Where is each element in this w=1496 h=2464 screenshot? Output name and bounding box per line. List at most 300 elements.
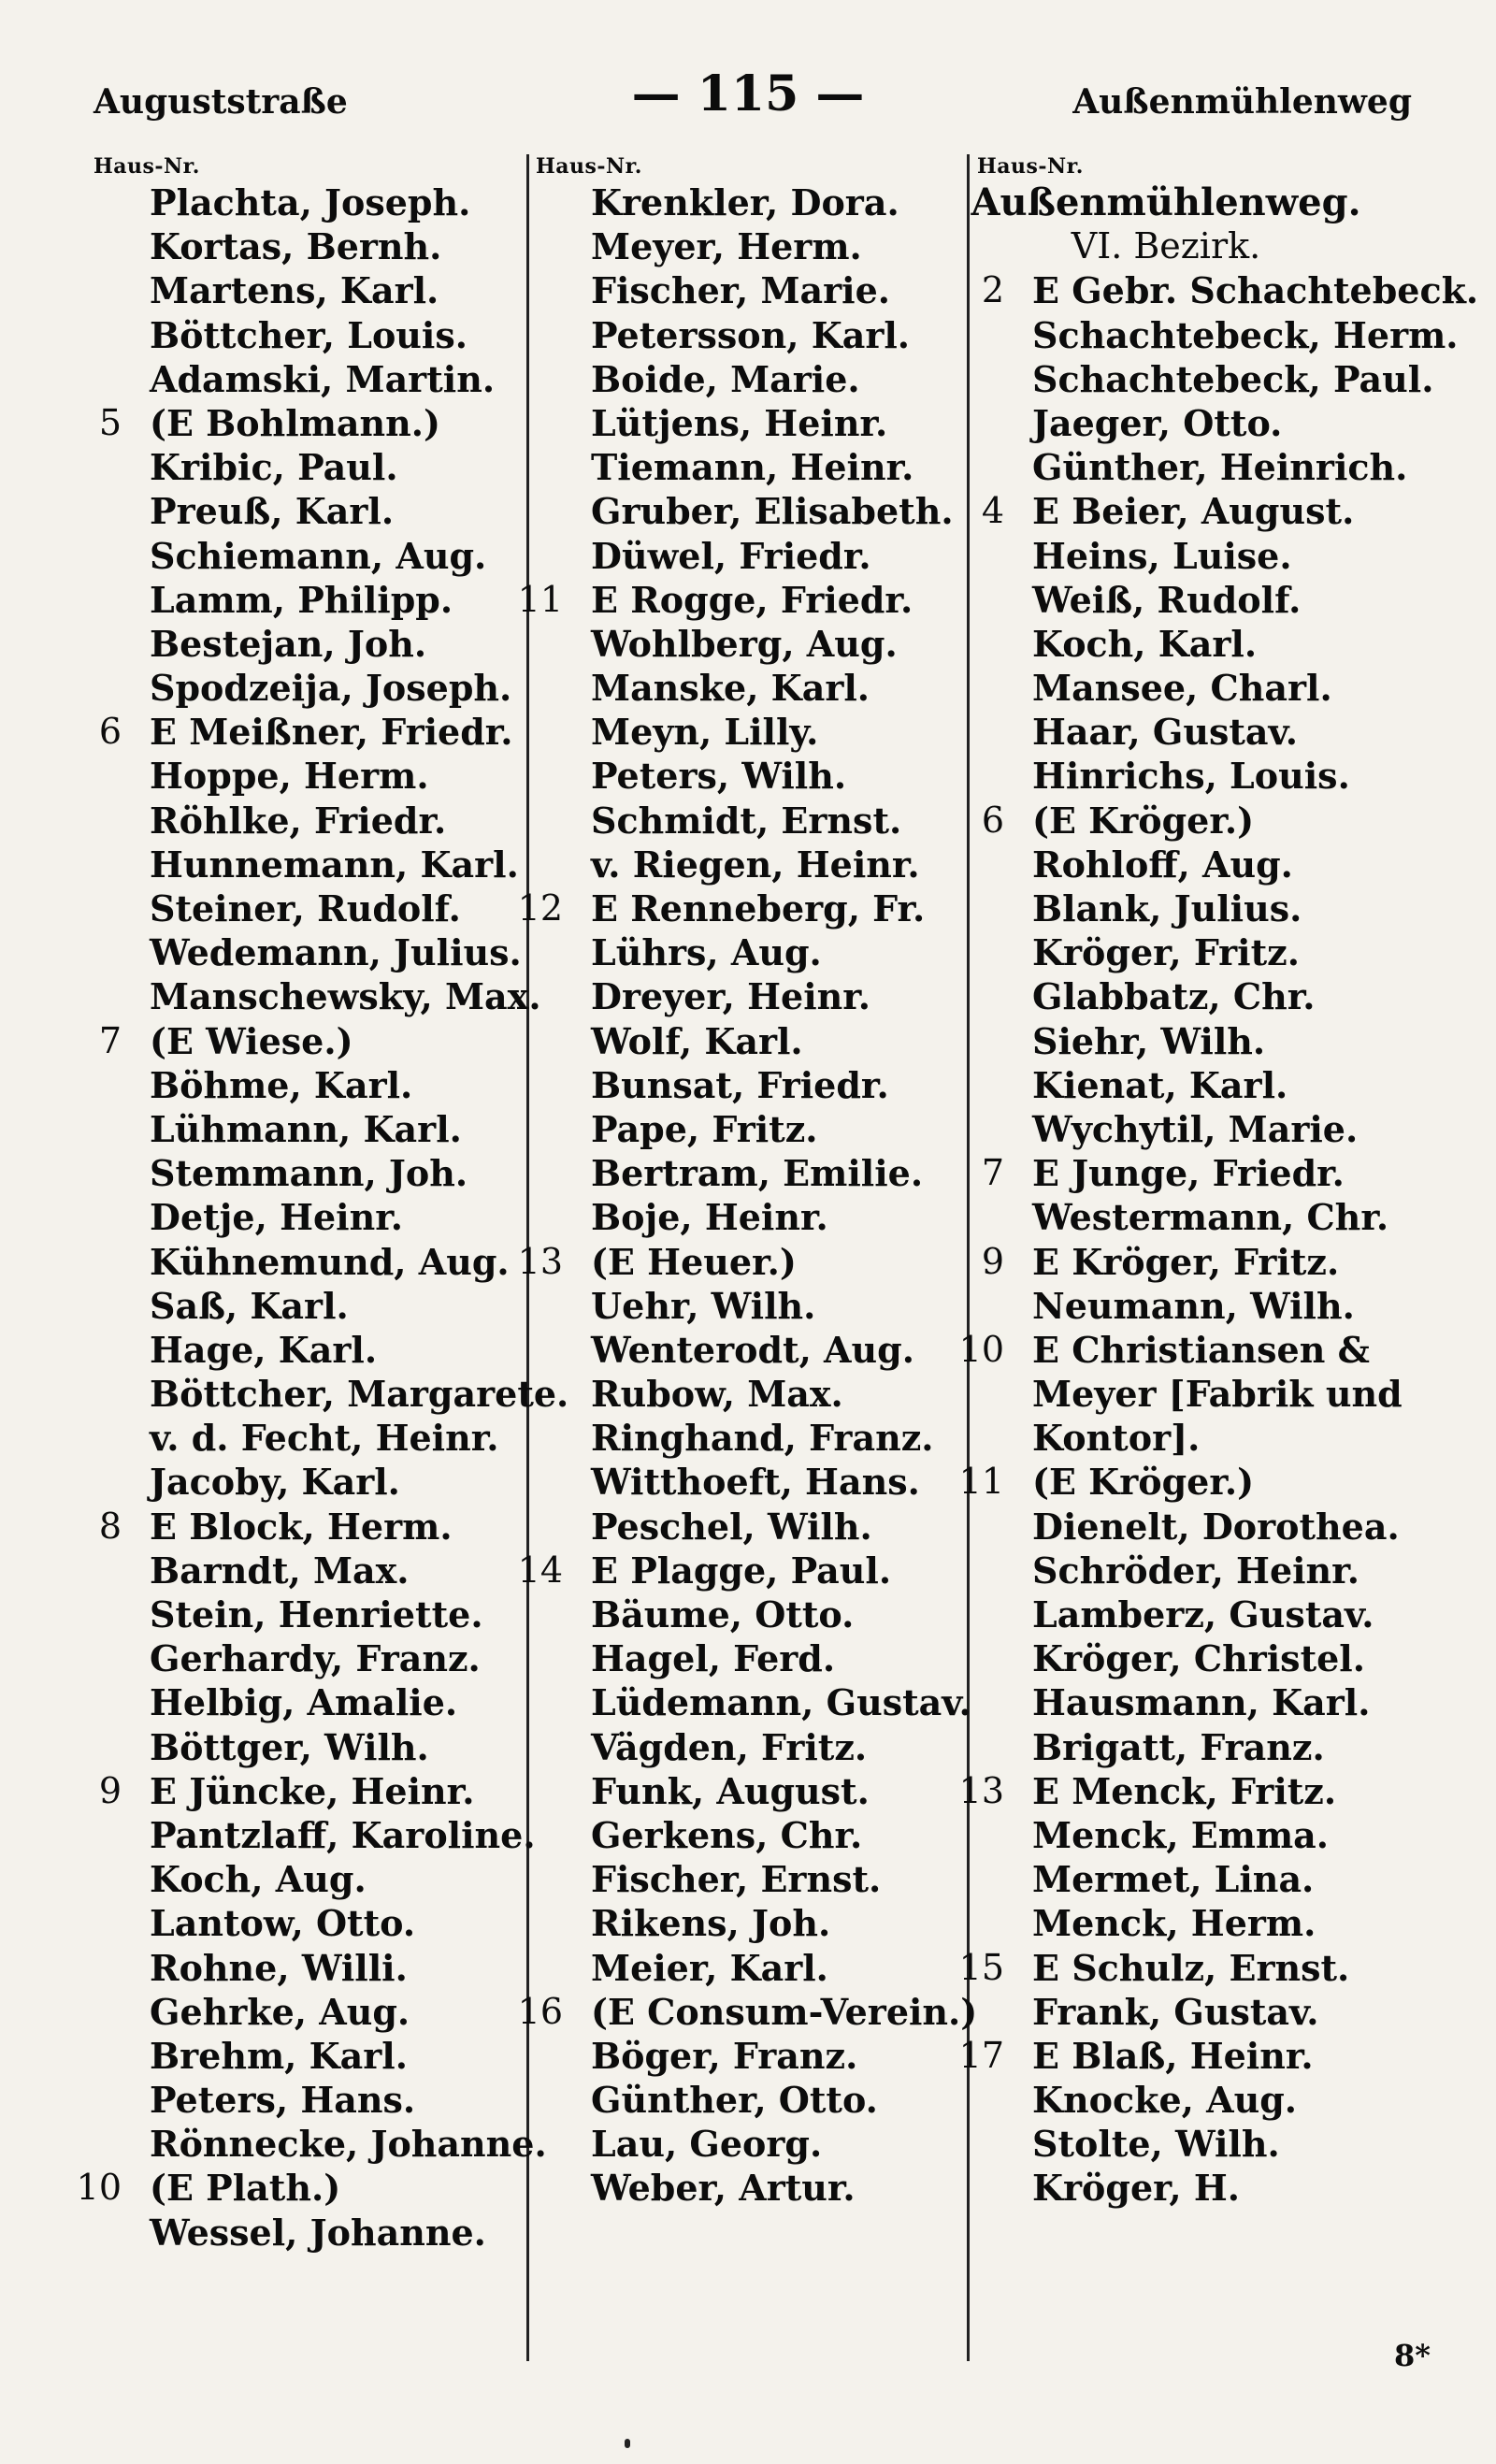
resident-name: Martens, Karl. <box>150 269 439 312</box>
directory-entry <box>946 578 1386 622</box>
resident-name: Spodzeija, Joseph. <box>150 667 512 710</box>
resident-name: Dreyer, Heinr. <box>591 975 871 1018</box>
column-2 <box>505 180 978 2211</box>
directory-entry <box>946 1636 1386 1680</box>
directory-entry <box>505 1592 944 1636</box>
resident-name: Tiemann, Heinr. <box>591 446 914 489</box>
directory-entry <box>64 666 512 710</box>
resident-name: E Block, Herm. <box>150 1505 453 1548</box>
resident-name: Peters, Hans. <box>150 2079 416 2122</box>
directory-entry <box>64 2166 503 2210</box>
directory-entry <box>946 1990 1386 2034</box>
resident-name: Röhlke, Friedr. <box>150 799 447 842</box>
header-left-street: Auguststraße <box>94 82 348 122</box>
house-number: 9 <box>98 1769 122 1811</box>
resident-name: Glabbatz, Chr. <box>1032 975 1316 1018</box>
directory-entry <box>64 534 503 578</box>
house-number: 4 <box>981 490 1004 532</box>
directory-entry <box>64 489 503 533</box>
directory-entry <box>505 1990 978 2034</box>
resident-name: Menck, Herm. <box>1032 1902 1316 1945</box>
directory-entry <box>946 1416 1386 1460</box>
directory-entry <box>64 1151 503 1195</box>
directory-entry <box>64 843 519 886</box>
resident-name: Außenmühlenweg. <box>971 180 1361 224</box>
house-number: 15 <box>958 1946 1004 1988</box>
directory-entry <box>505 974 944 1018</box>
directory-entry <box>946 1946 1386 1990</box>
directory-entry <box>64 1592 503 1636</box>
directory-entry <box>505 1151 944 1195</box>
resident-name: Brigatt, Franz. <box>1032 1725 1325 1768</box>
resident-name: Witthoeft, Hans. <box>591 1461 920 1504</box>
resident-name: E Menck, Fritz. <box>1032 1769 1337 1812</box>
directory-entry <box>505 1813 944 1857</box>
directory-entry <box>505 1680 971 1724</box>
directory-entry <box>946 622 1386 666</box>
directory-entry <box>64 1063 503 1107</box>
directory-entry <box>946 974 1386 1018</box>
directory-entry <box>64 1725 503 1769</box>
resident-name: Rikens, Joh. <box>591 1902 831 1945</box>
house-number: 12 <box>517 887 563 929</box>
directory-entry <box>64 622 503 666</box>
directory-entry <box>505 930 944 974</box>
directory-entry <box>946 1725 1386 1769</box>
directory-entry <box>946 1813 1386 1857</box>
directory-entry <box>946 1240 1386 1284</box>
directory-entry <box>505 1636 944 1680</box>
directory-entry <box>505 180 944 224</box>
resident-name: Bunsat, Friedr. <box>591 1063 889 1106</box>
resident-name: Lühmann, Karl. <box>150 1107 462 1150</box>
house-number: 7 <box>981 1152 1004 1194</box>
print-speck <box>625 2439 630 2448</box>
directory-entry <box>505 1284 944 1328</box>
directory-entry <box>946 357 1434 401</box>
directory-entry <box>64 268 503 312</box>
directory-entry <box>946 1107 1386 1151</box>
resident-name: Meyer [Fabrik und <box>1032 1373 1402 1416</box>
resident-name: E Jüncke, Heinr. <box>150 1769 475 1812</box>
resident-name: Koch, Karl. <box>1032 622 1258 665</box>
resident-name: E Renneberg, Fr. <box>591 887 926 929</box>
house-number: 10 <box>958 1328 1004 1370</box>
directory-entry <box>505 1107 944 1151</box>
directory-entry <box>64 1328 503 1372</box>
resident-name: Rohloff, Aug. <box>1032 843 1293 886</box>
directory-entry <box>64 1416 503 1460</box>
directory-entry <box>64 2034 503 2078</box>
resident-name: Hage, Karl. <box>150 1328 378 1371</box>
directory-entry <box>64 357 503 401</box>
column-label-1: Haus-Nr. <box>94 154 200 179</box>
resident-name: Krenkler, Dora. <box>591 181 899 223</box>
resident-name: Manschewsky, Max. <box>150 975 541 1018</box>
directory-entry <box>505 886 944 930</box>
resident-name: E Beier, August. <box>1032 490 1355 533</box>
resident-name: (E Wiese.) <box>150 1019 353 1062</box>
directory-entry <box>64 1680 503 1724</box>
house-number: 13 <box>958 1769 1004 1811</box>
resident-name: E Meißner, Friedr. <box>150 711 513 754</box>
column-label-3: Haus-Nr. <box>977 154 1084 179</box>
resident-name: Böttcher, Margarete. <box>150 1373 569 1416</box>
directory-entry <box>64 1549 503 1592</box>
resident-name: Lau, Georg. <box>591 2123 823 2166</box>
resident-name: Pantzlaff, Karoline. <box>150 1813 536 1856</box>
house-number: 6 <box>98 711 122 753</box>
directory-entry <box>64 1460 503 1504</box>
directory-entry <box>505 1328 944 1372</box>
resident-name: Böttger, Wilh. <box>150 1725 429 1768</box>
house-number: 11 <box>958 1461 1004 1503</box>
resident-name: E Junge, Friedr. <box>1032 1152 1345 1195</box>
resident-name: Schmidt, Ernst. <box>591 799 902 842</box>
resident-name: Boide, Marie. <box>591 357 860 400</box>
directory-entry <box>505 1901 944 1945</box>
house-number: 16 <box>517 1990 563 2032</box>
page-number: — 115 — <box>631 65 865 122</box>
resident-name: Lüdemann, Gustav. <box>591 1681 971 1724</box>
resident-name: Günther, Heinrich. <box>1032 446 1408 489</box>
directory-entry <box>946 1769 1386 1813</box>
directory-entry <box>64 1195 503 1239</box>
house-number: 7 <box>98 1019 122 1061</box>
directory-entry <box>505 1857 944 1901</box>
directory-entry <box>64 1990 503 2034</box>
resident-name: Bertram, Emilie. <box>591 1152 924 1195</box>
directory-entry <box>505 1240 944 1284</box>
directory-entry <box>64 1769 503 1813</box>
directory-entry <box>946 2034 1386 2078</box>
resident-name: Plachta, Joseph. <box>150 181 471 223</box>
resident-name: Böttcher, Louis. <box>150 313 468 356</box>
resident-name: Gehrke, Aug. <box>150 1990 410 2033</box>
directory-entry <box>505 1769 944 1813</box>
resident-name: Kröger, Fritz. <box>1032 931 1300 974</box>
resident-name: Meyn, Lilly. <box>591 711 819 754</box>
resident-name: Blank, Julius. <box>1032 887 1302 929</box>
directory-entry <box>505 799 944 843</box>
column-label-2: Haus-Nr. <box>536 154 642 179</box>
resident-name: Westermann, Chr. <box>1032 1196 1389 1239</box>
directory-entry <box>505 1195 944 1239</box>
resident-name: Mermet, Lina. <box>1032 1858 1315 1901</box>
resident-name: E Plagge, Paul. <box>591 1549 892 1592</box>
resident-name: E Schulz, Ernst. <box>1032 1946 1350 1989</box>
resident-name: Böhme, Karl. <box>150 1063 413 1106</box>
resident-name: Wychytil, Marie. <box>1032 1107 1359 1150</box>
resident-name: Rönnecke, Johanne. <box>150 2123 547 2166</box>
resident-name: Wolf, Karl. <box>591 1019 803 1062</box>
directory-entry <box>64 401 503 445</box>
resident-name: Adamski, Martin. <box>150 357 496 400</box>
resident-name: Kröger, Christel. <box>1032 1637 1365 1680</box>
directory-entry <box>505 2166 944 2210</box>
house-number: 6 <box>981 799 1004 841</box>
resident-name: Lantow, Otto. <box>150 1902 416 1945</box>
resident-name: v. Riegen, Heinr. <box>591 843 920 886</box>
resident-name: Lütjens, Heinr. <box>591 401 888 444</box>
resident-name: Hagel, Ferd. <box>591 1637 836 1680</box>
directory-entry <box>64 180 503 224</box>
directory-entry <box>505 1372 944 1416</box>
resident-name: Jacoby, Karl. <box>150 1461 400 1504</box>
resident-name: (E Bohlmann.) <box>150 401 440 444</box>
resident-name: Funk, August. <box>591 1769 870 1812</box>
resident-name: Stein, Henriette. <box>150 1593 483 1635</box>
directory-entry <box>505 1416 944 1460</box>
resident-name: E Blaß, Heinr. <box>1032 2034 1314 2077</box>
house-number: 10 <box>76 2167 122 2209</box>
resident-name: Frank, Gustav. <box>1032 1990 1319 2033</box>
directory-entry <box>64 1505 503 1549</box>
directory-entry <box>505 224 944 268</box>
resident-name: Stemmann, Joh. <box>150 1152 468 1195</box>
resident-name: Manske, Karl. <box>591 667 870 710</box>
resident-name: E Rogge, Friedr. <box>591 578 913 621</box>
directory-entry <box>505 2034 944 2078</box>
directory-entry <box>505 1063 944 1107</box>
directory-entry <box>64 1107 503 1151</box>
resident-name: Schiemann, Aug. <box>150 534 487 577</box>
resident-name: E Christiansen & <box>1032 1328 1370 1371</box>
directory-entry <box>946 1063 1386 1107</box>
resident-name: Gerhardy, Franz. <box>150 1637 481 1680</box>
directory-entry <box>64 1284 503 1328</box>
directory-entry <box>946 1195 1389 1239</box>
resident-name: E Kröger, Fritz. <box>1032 1240 1340 1283</box>
directory-entry <box>505 489 954 533</box>
directory-entry <box>946 754 1386 798</box>
directory-entry <box>946 2078 1386 2122</box>
directory-entry <box>64 313 503 357</box>
directory-entry <box>64 2211 503 2255</box>
resident-name: (E Heuer.) <box>591 1240 797 1283</box>
directory-entry <box>64 2122 547 2166</box>
directory-entry <box>64 1901 503 1945</box>
directory-entry <box>64 1372 569 1416</box>
resident-name: Wessel, Johanne. <box>150 2211 486 2254</box>
directory-entry <box>946 1372 1402 1416</box>
directory-entry <box>505 1725 944 1769</box>
directory-entry <box>505 710 944 754</box>
directory-entry <box>64 445 503 489</box>
resident-name: Dienelt, Dorothea. <box>1032 1505 1400 1548</box>
signature-mark: 8* <box>1394 2338 1431 2373</box>
directory-entry <box>946 886 1386 930</box>
resident-name: Wohlberg, Aug. <box>591 622 898 665</box>
resident-name: Pape, Fritz. <box>591 1107 818 1150</box>
directory-entry <box>946 1328 1386 1372</box>
resident-name: Günther, Otto. <box>591 2079 878 2122</box>
directory-entry <box>505 666 944 710</box>
directory-entry <box>505 445 944 489</box>
resident-name: Fischer, Marie. <box>591 269 891 312</box>
resident-name: Boje, Heinr. <box>591 1196 828 1239</box>
directory-entry <box>505 2078 944 2122</box>
resident-name: Schröder, Heinr. <box>1032 1549 1359 1592</box>
directory-entry <box>505 843 944 886</box>
house-number: 8 <box>98 1505 122 1547</box>
resident-name: Kortas, Bernh. <box>150 225 442 268</box>
resident-name: Haar, Gustav. <box>1032 711 1298 754</box>
resident-name: Barndt, Max. <box>150 1549 410 1592</box>
directory-entry <box>946 666 1386 710</box>
directory-entry <box>505 401 944 445</box>
directory-entry <box>946 445 1408 489</box>
directory-entry <box>64 2078 503 2122</box>
house-number: 9 <box>981 1240 1004 1282</box>
house-number: 2 <box>981 269 1004 311</box>
resident-name: Lamberz, Gustav. <box>1032 1593 1374 1635</box>
directory-entry <box>946 710 1386 754</box>
directory-entry <box>64 1813 536 1857</box>
directory-entry <box>64 1019 503 1063</box>
resident-name: Jaeger, Otto. <box>1032 401 1283 444</box>
resident-name: Schachtebeck, Herm. <box>1032 313 1459 356</box>
column-3 <box>946 180 1479 2211</box>
resident-name: Vägden, Fritz. <box>591 1725 868 1768</box>
resident-name: Kontor]. <box>1032 1417 1201 1460</box>
directory-entry <box>64 1946 503 1990</box>
directory-entry <box>946 2122 1386 2166</box>
directory-entry <box>946 1284 1386 1328</box>
directory-entry <box>505 578 944 622</box>
resident-name: Siehr, Wilh. <box>1032 1019 1266 1062</box>
resident-name: Bäume, Otto. <box>591 1593 855 1635</box>
house-number: 17 <box>958 2034 1004 2076</box>
resident-name: Petersson, Karl. <box>591 313 911 356</box>
directory-entry <box>64 886 503 930</box>
resident-name: Menck, Emma. <box>1032 1813 1330 1856</box>
resident-name: (E Consum-Verein.) <box>591 1990 978 2033</box>
directory-entry <box>64 710 513 754</box>
directory-entry <box>505 1946 944 1990</box>
directory-entry <box>64 1240 510 1284</box>
directory-entry <box>946 1680 1386 1724</box>
resident-name: v. d. Fecht, Heinr. <box>150 1417 499 1460</box>
resident-name: (E Kröger.) <box>1032 799 1255 842</box>
resident-name: Wedemann, Julius. <box>150 931 522 974</box>
resident-name: Schachtebeck, Paul. <box>1032 357 1434 400</box>
street-heading <box>946 180 1386 224</box>
district-heading <box>946 224 1386 268</box>
directory-entry <box>946 1151 1386 1195</box>
resident-name: Detje, Heinr. <box>150 1196 403 1239</box>
resident-name: (E Kröger.) <box>1032 1461 1255 1504</box>
resident-name: Fischer, Ernst. <box>591 1858 882 1901</box>
resident-name: Preuß, Karl. <box>150 490 395 533</box>
directory-entry <box>64 224 503 268</box>
resident-name: Kienat, Karl. <box>1032 1063 1288 1106</box>
directory-entry <box>946 1901 1386 1945</box>
directory-entry <box>505 268 944 312</box>
resident-name: Heins, Luise. <box>1032 534 1292 577</box>
resident-name: Knocke, Aug. <box>1032 2079 1298 2122</box>
directory-entry <box>505 1460 944 1504</box>
directory-entry <box>505 1019 944 1063</box>
directory-entry <box>946 1019 1386 1063</box>
house-number: 14 <box>517 1549 563 1591</box>
directory-entry <box>505 534 944 578</box>
directory-entry <box>946 843 1386 886</box>
resident-name: Rubow, Max. <box>591 1373 843 1416</box>
directory-entry <box>946 799 1386 843</box>
resident-name: Kribic, Paul. <box>150 446 398 489</box>
directory-entry <box>505 357 944 401</box>
resident-name: Steiner, Rudolf. <box>150 887 461 929</box>
directory-entry <box>64 754 503 798</box>
house-number: 11 <box>517 578 563 620</box>
directory-entry <box>505 2122 944 2166</box>
resident-name: Meyer, Herm. <box>591 225 862 268</box>
directory-entry <box>64 974 541 1018</box>
resident-name: Hoppe, Herm. <box>150 755 429 798</box>
resident-name: Hinrichs, Louis. <box>1032 755 1350 798</box>
resident-name: Weiß, Rudolf. <box>1032 578 1302 621</box>
directory-entry <box>505 1549 944 1592</box>
directory-entry <box>64 1857 503 1901</box>
resident-name: Mansee, Charl. <box>1032 667 1332 710</box>
directory-entry <box>946 489 1386 533</box>
directory-entry <box>946 930 1386 974</box>
resident-name: Gruber, Elisabeth. <box>591 490 954 533</box>
header-right-street: Außenmühlenweg <box>1072 82 1412 122</box>
resident-name: Uehr, Wilh. <box>591 1284 816 1327</box>
resident-name: VI. Bezirk. <box>1071 225 1261 267</box>
directory-entry <box>946 1505 1400 1549</box>
directory-entry <box>505 754 944 798</box>
resident-name: Hunnemann, Karl. <box>150 843 519 886</box>
resident-name: Düwel, Friedr. <box>591 534 871 577</box>
resident-name: Kühnemund, Aug. <box>150 1240 510 1283</box>
resident-name: Weber, Artur. <box>591 2167 856 2210</box>
resident-name: Rohne, Willi. <box>150 1946 408 1989</box>
resident-name: Brehm, Karl. <box>150 2034 408 2077</box>
resident-name: Peschel, Wilh. <box>591 1505 872 1548</box>
resident-name: Neumann, Wilh. <box>1032 1284 1355 1327</box>
resident-name: Saß, Karl. <box>150 1284 349 1327</box>
directory-entry <box>946 1549 1386 1592</box>
resident-name: Lührs, Aug. <box>591 931 822 974</box>
resident-name: E Gebr. Schachtebeck. <box>1032 269 1479 312</box>
resident-name: Kröger, H. <box>1032 2167 1240 2210</box>
directory-entry <box>946 1592 1386 1636</box>
directory-entry <box>505 622 944 666</box>
resident-name: Wenterodt, Aug. <box>591 1328 914 1371</box>
directory-entry <box>64 578 503 622</box>
resident-name: Koch, Aug. <box>150 1858 367 1901</box>
directory-entry <box>946 2166 1386 2210</box>
resident-name: (E Plath.) <box>150 2167 341 2210</box>
resident-name: Helbig, Amalie. <box>150 1681 458 1724</box>
directory-entry <box>505 313 944 357</box>
house-number: 13 <box>517 1240 563 1282</box>
resident-name: Böger, Franz. <box>591 2034 858 2077</box>
resident-name: Gerkens, Chr. <box>591 1813 863 1856</box>
directory-entry <box>64 799 503 843</box>
resident-name: Meier, Karl. <box>591 1946 828 1989</box>
resident-name: Lamm, Philipp. <box>150 578 453 621</box>
directory-entry <box>946 1857 1386 1901</box>
running-head <box>0 65 1496 122</box>
directory-entry <box>946 401 1386 445</box>
resident-name: Stolte, Wilh. <box>1032 2123 1280 2166</box>
directory-entry <box>64 930 522 974</box>
directory-entry <box>946 268 1479 312</box>
